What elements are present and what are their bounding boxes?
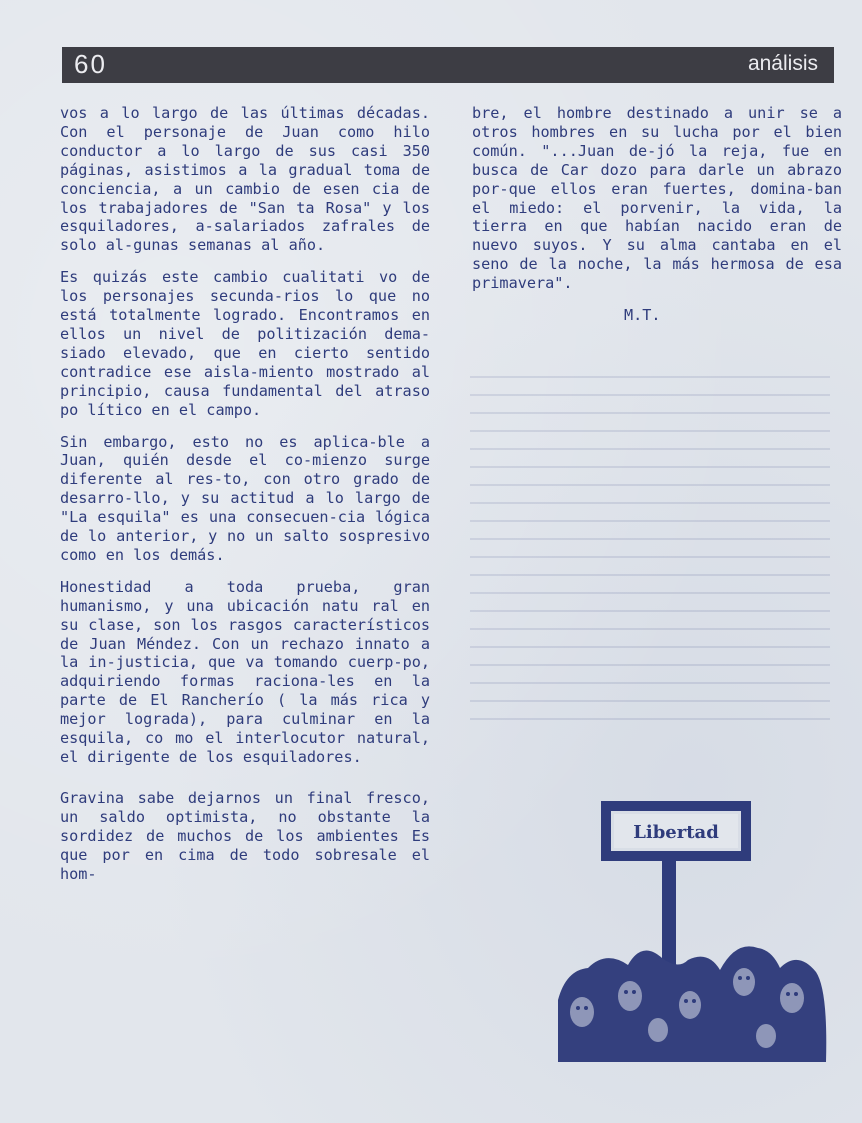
right-column xyxy=(472,104,842,325)
page-number: 60 xyxy=(74,49,107,79)
left-column xyxy=(60,104,430,896)
sign-text: Libertad xyxy=(633,822,719,843)
paragraph: vos a lo largo de las últimas décadas. Con el personaje de Juan como hilo conductor a lo largo de sus casi 350 páginas, asistimos a la gradual toma de conciencia, a un cambio de esen cia de los trabajadores de "San ta Rosa" y los esquiladores, a-salariados zafrales de solo al-gunas semanas al año. xyxy=(60,104,430,255)
sign-pole xyxy=(662,856,676,976)
header-bar xyxy=(62,47,834,83)
section-title: análisis xyxy=(747,52,818,75)
paragraph: Gravina sabe dejarnos un final fresco, un saldo optimista, no obstante la sordidez de muchos de los ambientes Es que por en cima de todo sobresale el hom- xyxy=(60,788,430,883)
libertad-sign-illustration xyxy=(558,800,828,1062)
paragraph: Es quizás este cambio cualitati vo de los personajes secunda-rios lo que no está totalmente logrado. Encontramos en ellos un nivel de politización dema-siado elevado, que en cierto sentido contradice ese aisla-miento mostrado al principio, causa fundamental del atraso po lítico en el campo. xyxy=(60,268,430,419)
paragraph: bre, el hombre destinado a unir se a otros hombres en su lucha por el bien común. "...Juan de-jó la reja, fue en busca de Car dozo para darle un abrazo por-que ellos eran fuertes, domina-ban el miedo: el porvenir, la vida, la tierra en que habían nacido eran de nuevo suyos. Y su alma cantaba en el seno de la noche, la más hermosa de esa primavera". xyxy=(472,104,842,293)
paragraph: Sin embargo, esto no es aplica-ble a Juan, quién desde el co-mienzo surge diferente al res-to, con otro grado de desarro-llo, y su actitud a lo largo de "La esquila" es una consecuen-cia lógica de lo anterior, y no un salto sospresivo como en los demás. xyxy=(60,432,430,564)
bleed-through-texture xyxy=(470,360,830,720)
author-signature: M.T. xyxy=(624,306,661,325)
paragraph: Honestidad a toda prueba, gran humanismo, y una ubicación natu ral en su clase, son los rasgos característicos de Juan Méndez. Con un rechazo innato a la in-justicia, que va tomando cuerp-po, adquiriendo formas raciona-les en la parte de El Rancherío ( la más rica y mejor lograda), para culminar en la esquila, co mo el interlocutor natural, el dirigente de los esquiladores. xyxy=(60,577,430,766)
